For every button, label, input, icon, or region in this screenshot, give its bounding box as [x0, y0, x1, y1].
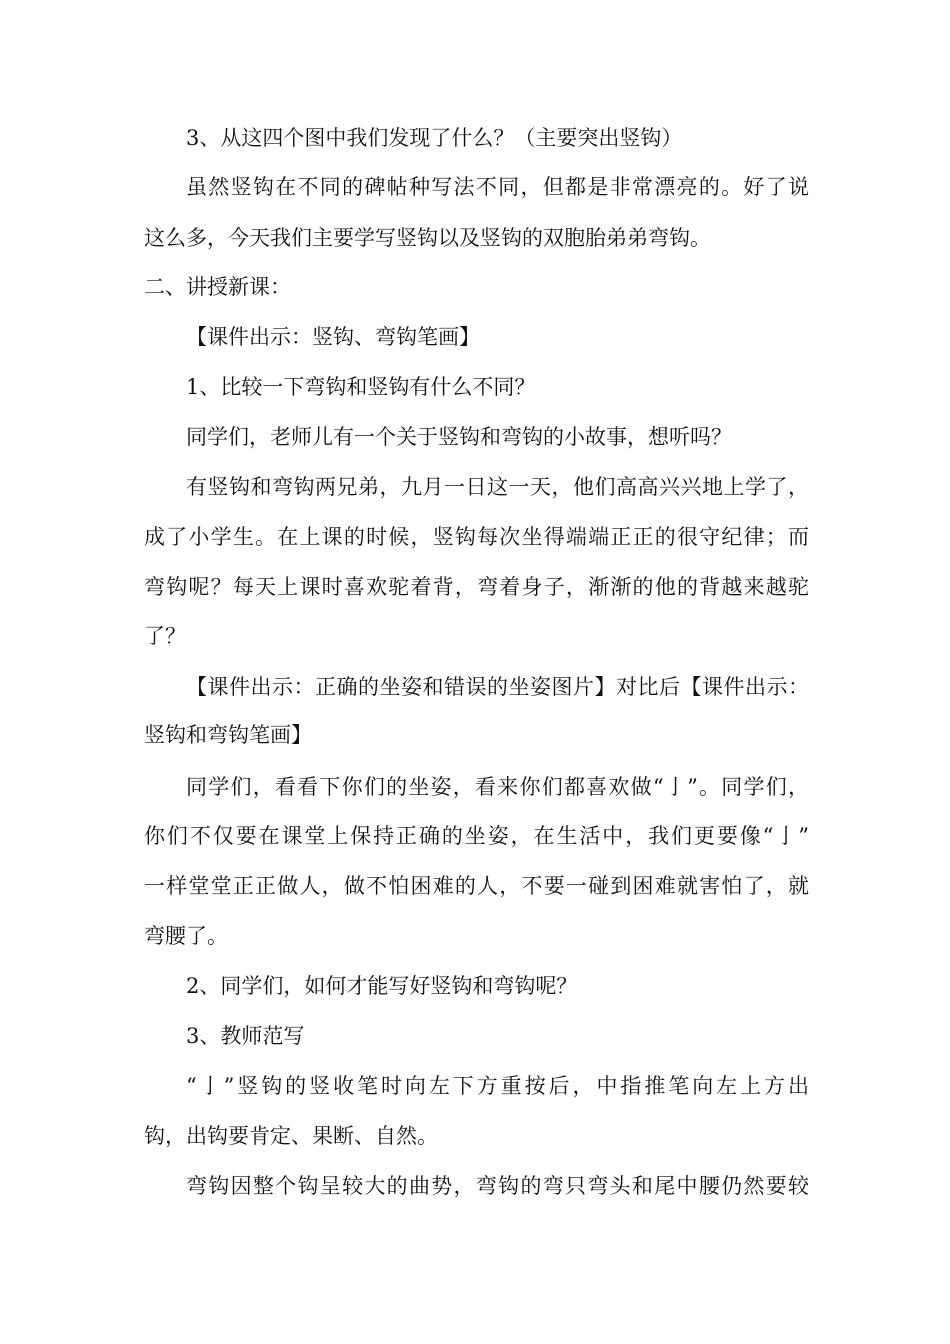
text-line-21: 钩，出钩要肯定、果断、自然。 — [144, 1124, 438, 1148]
text-line-9: 成了小学生。在上课的时候，竖钩每次坐得端端正正的很守纪律；而 — [144, 525, 809, 549]
text-line-19: 3、教师范写 — [186, 1024, 305, 1048]
text-line-17: 弯腰了。 — [144, 924, 228, 948]
text-line-13: 竖钩和弯钩笔画】 — [144, 723, 312, 747]
text-line-8: 有竖钩和弯钩两兄弟，九月一日这一天，他们高高兴兴地上学了， — [186, 475, 809, 499]
text-line-2: 虽然竖钩在不同的碑帖种写法不同，但都是非常漂亮的。好了说 — [186, 175, 809, 199]
text-line-6: 1、比较一下弯钩和竖钩有什么不同？ — [186, 375, 536, 399]
text-line-15: 你们不仅要在课堂上保持正确的坐姿，在生活中，我们更要像“亅” — [144, 824, 809, 848]
text-line-18: 2、同学们，如何才能写好竖钩和弯钩呢？ — [186, 974, 578, 998]
text-line-1: 3、从这四个图中我们发现了什么？（主要突出竖钩） — [186, 126, 683, 150]
section-heading: 二、讲授新课： — [144, 275, 291, 299]
text-line-10: 弯钩呢？每天上课时喜欢驼着背，弯着身子，渐渐的他的背越来越驼 — [144, 575, 809, 599]
text-line-5: 【课件出示：竖钩、弯钩笔画】 — [186, 325, 480, 349]
text-line-20: “亅”竖钩的竖收笔时向左下方重按后，中指推笔向左上方出 — [186, 1074, 809, 1098]
text-line-11: 了？ — [144, 624, 186, 648]
text-line-12: 【课件出示：正确的坐姿和错误的坐姿图片】对比后【课件出示： — [186, 675, 809, 699]
text-line-14: 同学们，看看下你们的坐姿，看来你们都喜欢做“亅”。同学们， — [186, 775, 809, 799]
text-line-22: 弯钩因整个钩呈较大的曲势，弯钩的弯只弯头和尾中腰仍然要较 — [186, 1174, 809, 1198]
text-line-16: 一样堂堂正正做人，做不怕困难的人，不要一碰到困难就害怕了，就 — [144, 874, 809, 898]
text-line-7: 同学们，老师儿有一个关于竖钩和弯钩的小故事，想听吗？ — [186, 425, 732, 449]
text-line-3: 这么多，今天我们主要学写竖钩以及竖钩的双胞胎弟弟弯钩。 — [144, 226, 711, 250]
